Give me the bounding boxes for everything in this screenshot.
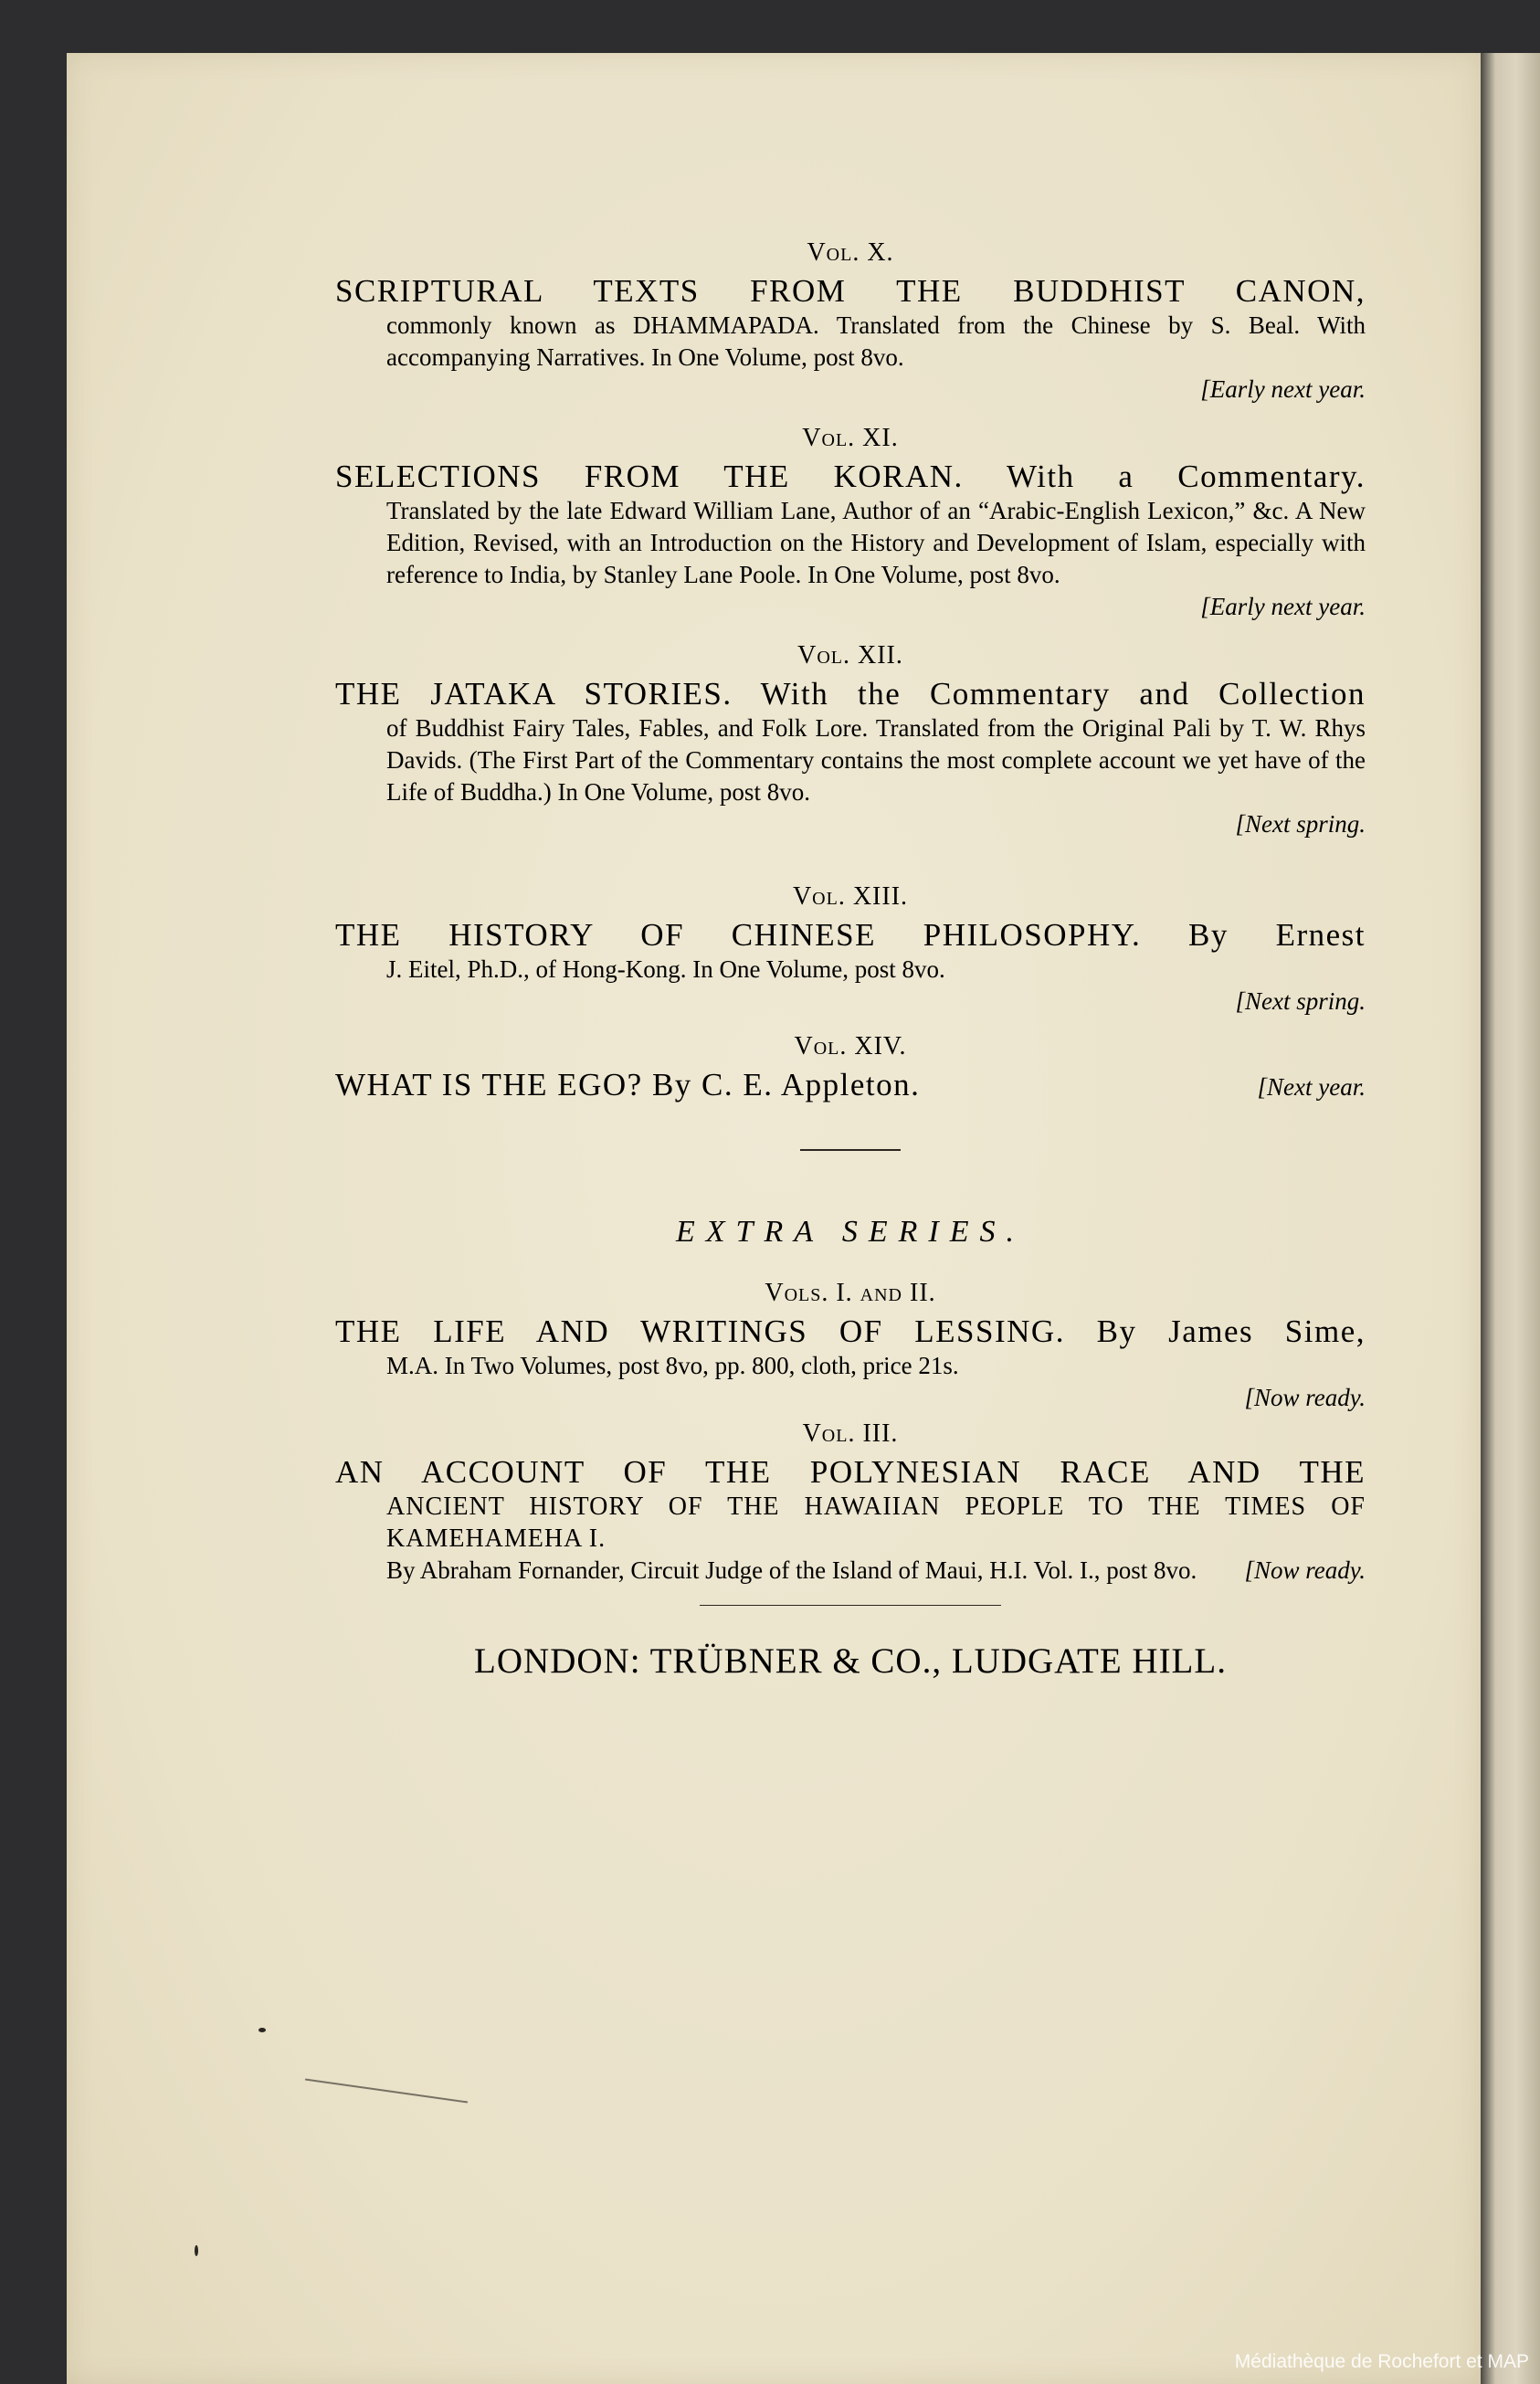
entry-description: commonly known as DHAMMAPADA. Translated from the Chinese by S. Beal. With accompanying Narratives. In One Volume, post 8vo. bbox=[386, 311, 1366, 371]
volume-label: Vols. I. and II. bbox=[765, 1279, 936, 1307]
entry-title: THE HISTORY OF CHINESE PHILOSOPHY. By Ernest bbox=[335, 917, 1366, 953]
entry-extra-vol-iii bbox=[335, 1414, 1366, 1587]
availability-status: [Next year. bbox=[1257, 1073, 1366, 1101]
entry-extra-vols-i-ii bbox=[335, 1273, 1366, 1414]
availability-status: [Now ready. bbox=[1244, 1384, 1366, 1411]
entry-title: SCRIPTURAL TEXTS FROM THE BUDDHIST CANON, bbox=[335, 273, 1366, 309]
catalogue-content bbox=[335, 233, 1366, 1682]
entry-description: J. Eitel, Ph.D., of Hong-Kong. In One Volume, post 8vo. bbox=[386, 955, 945, 983]
entry-vol-xi bbox=[335, 418, 1366, 623]
entry-row bbox=[335, 1067, 1366, 1103]
entry-vol-xiii bbox=[335, 877, 1366, 1018]
entry-row bbox=[386, 1555, 1366, 1587]
extra-series-heading: EXTRA SERIES. bbox=[676, 1215, 1025, 1249]
entry-description: By Abraham Fornander, Circuit Judge of the Island of Maui, H.I. Vol. I., post 8vo. bbox=[386, 1556, 1197, 1584]
entry-title: WHAT IS THE EGO? By C. E. Appleton. bbox=[335, 1067, 921, 1102]
facing-page-edge bbox=[1481, 53, 1540, 2384]
volume-label: Vol. XI. bbox=[802, 424, 899, 452]
entry-title: THE JATAKA STORIES. With the Commentary and Collection bbox=[335, 676, 1366, 712]
availability-status: [Next spring. bbox=[1235, 810, 1366, 838]
entry-vol-x bbox=[335, 233, 1366, 406]
volume-label: Vol. X. bbox=[807, 238, 894, 267]
entry-description: Translated by the late Edward William Lane, Author of an “Arabic-English Lexicon,” &c. A New Edition, Revised, with an Introduction on the History and Development of Islam, especially with reference to India, by Stanley Lane Poole. In One Volume, post 8vo. bbox=[386, 497, 1366, 588]
volume-label: Vol. XII. bbox=[797, 641, 903, 670]
entry-title: THE LIFE AND WRITINGS OF LESSING. By James Sime, bbox=[335, 1313, 1366, 1349]
entry-title: AN ACCOUNT OF THE POLYNESIAN RACE AND THE bbox=[335, 1454, 1366, 1490]
ink-speck bbox=[258, 2028, 266, 2032]
availability-status: [Early next year. bbox=[1200, 593, 1366, 620]
volume-label: Vol. III. bbox=[802, 1419, 899, 1448]
availability-status: [Now ready. bbox=[1244, 1556, 1366, 1584]
ink-speck bbox=[195, 2245, 198, 2256]
entry-title: SELECTIONS FROM THE KORAN. With a Commentary. bbox=[335, 459, 1366, 494]
entry-description: of Buddhist Fairy Tales, Fables, and Folk Lore. Translated from the Original Pali by T. W. Rhys Davids. (The First Part of the Commentary contains the most complete account we yet have of the Life of Buddha.) In One Volume, post 8vo. bbox=[386, 714, 1366, 806]
volume-label: Vol. XIV. bbox=[794, 1032, 907, 1060]
library-watermark: Médiathèque de Rochefort et MAP bbox=[1234, 2351, 1529, 2372]
availability-status: [Next spring. bbox=[1235, 987, 1366, 1015]
entry-description: M.A. In Two Volumes, post 8vo, pp. 800, cloth, price 21s. bbox=[386, 1352, 959, 1379]
ink-speck bbox=[305, 2078, 469, 2103]
entry-subtitle: ANCIENT HISTORY OF THE HAWAIIAN PEOPLE TO THE TIMES OF KAMEHAMEHA I. bbox=[386, 1493, 1366, 1553]
volume-label: Vol. XIII. bbox=[792, 882, 909, 911]
entry-vol-xiv bbox=[335, 1027, 1366, 1103]
availability-status: [Early next year. bbox=[1200, 375, 1366, 403]
publisher-imprint: LONDON: TRÜBNER & CO., LUDGATE HILL. bbox=[474, 1641, 1227, 1681]
entry-vol-xii bbox=[335, 636, 1366, 840]
